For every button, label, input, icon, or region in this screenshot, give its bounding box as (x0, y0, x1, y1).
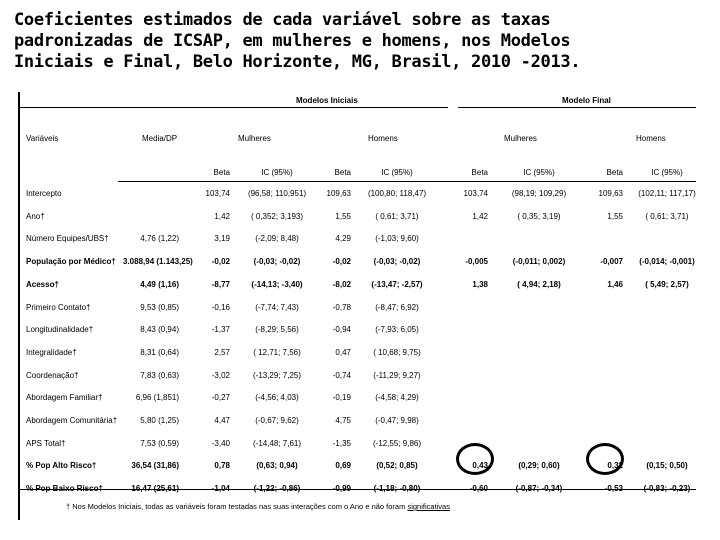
row-beta-h-initial: 1,55 (335, 211, 351, 221)
row-label: Ano† (26, 211, 45, 221)
row-beta-h-initial: 0,69 (335, 461, 351, 471)
row-label: População por Médico† (26, 257, 116, 267)
header-ic-m-final: IC (95%) (523, 168, 555, 177)
row-ic-m-initial: (-7,74; 7,43) (255, 302, 299, 312)
row-ic-m-initial: (-14,48; 7,61) (252, 438, 302, 448)
row-beta-h-initial: -0,74 (332, 370, 351, 380)
row-label: Abordagem Comunitária† (26, 416, 118, 425)
row-label: Integralidade† (26, 347, 77, 357)
row-ic-m-final: (98,19; 109,29) (511, 189, 567, 198)
row-beta-m-final: 1,38 (472, 279, 488, 289)
row-ic-h-final: ( 0,61; 3,71) (645, 211, 689, 221)
table-footnote (66, 502, 450, 511)
header-ic-m-initial: IC (95%) (261, 168, 293, 177)
row-media: 6,96 (1,851) (135, 393, 179, 403)
row-beta-m-initial: -0,02 (211, 257, 230, 267)
row-ic-m-initial: (-8,29; 5,56) (255, 325, 299, 335)
header-rule-final (458, 107, 696, 108)
header-modelos-iniciais: Modelos Iniciais (296, 96, 358, 105)
row-ic-m-initial: (-0,03; -0,02) (253, 257, 301, 267)
row-ic-m-initial: (-13,29; 7,25) (252, 370, 302, 380)
row-ic-h-initial: (-13,47; -2,57) (371, 279, 423, 289)
row-ic-m-initial: (-14,13; -3,40) (251, 279, 303, 289)
header-ic-h-initial: IC (95%) (381, 168, 413, 177)
row-ic-h-initial: (-7,93; 6,05) (375, 325, 419, 335)
row-label: APS Total† (26, 438, 66, 448)
row-beta-h-final: 109,63 (598, 189, 623, 198)
row-beta-m-initial: 4,47 (214, 416, 230, 425)
row-ic-m-initial: ( 0,352; 3,193) (250, 211, 304, 221)
row-beta-h-final: 1,55 (607, 211, 623, 221)
title-line-3: Iniciais e Final, Belo Horizonte, MG, Brasil, 2010 -2013. (14, 52, 581, 72)
row-ic-h-initial: (-4,58; 4,29) (375, 393, 419, 403)
highlight-circle-men (586, 443, 624, 475)
header-mulheres-final: Mulheres (504, 134, 537, 143)
row-beta-m-initial: -0,27 (211, 393, 230, 403)
row-media: 36,54 (31,86) (131, 461, 179, 471)
row-beta-h-final: -0,007 (600, 257, 623, 267)
row-ic-h-final: ( 5,49; 2,57) (645, 279, 689, 289)
row-ic-m-initial: (-0,67; 9,62) (255, 416, 299, 425)
row-media: 4,76 (1,22) (140, 234, 179, 244)
row-beta-h-initial: -0,94 (332, 325, 351, 335)
row-ic-h-initial: ( 0,61; 3,71) (375, 211, 419, 221)
row-ic-h-final: (102,11; 117,17) (638, 189, 696, 198)
row-beta-m-final: 103,74 (463, 189, 488, 198)
row-beta-h-initial: 4,75 (335, 416, 351, 425)
title-line-2: padronizadas de ICSAP, em mulheres e homens, nos Modelos (14, 31, 571, 51)
coefficients-table (18, 92, 696, 520)
header-mulheres-initial: Mulheres (238, 134, 271, 143)
row-beta-m-initial: 3,19 (214, 234, 230, 244)
row-ic-h-final: (0,15; 0,50) (646, 461, 688, 471)
row-beta-m-initial: -1,37 (211, 325, 230, 335)
footnote-underlined: significativas (407, 502, 450, 511)
row-ic-m-initial: (0,63; 0,94) (256, 461, 298, 471)
row-media: 9,53 (0,85) (140, 302, 179, 312)
row-beta-m-initial: 0,78 (214, 461, 230, 471)
header-homens-initial: Homens (368, 134, 398, 143)
row-beta-m-initial: -0,16 (211, 302, 230, 312)
row-beta-h-final: 0,32 (607, 461, 623, 471)
row-label: Abordagem Familiar† (26, 393, 103, 403)
row-ic-m-initial: (96,58; 110,951) (247, 189, 307, 198)
row-beta-m-final: 0,43 (472, 461, 488, 471)
title-line-1: Coeficientes estimados de cada variável sobre as taxas (14, 10, 551, 30)
header-modelo-final: Modelo Final (562, 96, 611, 105)
row-ic-m-initial: ( 12,71; 7,56) (253, 347, 301, 357)
row-ic-h-initial: (-12,55; 9,86) (372, 438, 422, 448)
row-ic-m-final: ( 4,94; 2,18) (517, 279, 561, 289)
row-label: Acesso† (26, 279, 59, 289)
row-beta-m-initial: 1,42 (214, 211, 230, 221)
row-ic-m-initial: (-2,09; 8,48) (255, 234, 299, 244)
row-beta-m-initial: 2,57 (214, 347, 230, 357)
header-beta-m-initial: Beta (213, 168, 230, 177)
row-media: 5,80 (1,25) (140, 416, 179, 425)
table-left-border (18, 92, 20, 520)
row-ic-h-initial: (-8,47; 6,92) (375, 302, 419, 312)
row-beta-m-initial: -3,40 (211, 438, 230, 448)
row-beta-h-initial: 109,63 (326, 189, 351, 198)
row-ic-h-final: (-0,014; -0,001) (639, 257, 695, 267)
row-ic-m-final: (-0,011; 0,002) (512, 257, 566, 267)
row-media: 8,31 (0,64) (140, 347, 179, 357)
header-rule-bottom (118, 181, 696, 182)
row-ic-h-initial: (-0,47; 9,98) (375, 416, 419, 425)
row-ic-h-initial: (-1,03; 9,60) (375, 234, 419, 244)
row-beta-h-initial: -1,35 (332, 438, 351, 448)
row-media: 8,43 (0,94) (140, 325, 179, 335)
row-media: 3.088,94 (1.143,25) (123, 257, 193, 267)
row-label: Primeiro Contato† (26, 302, 91, 312)
row-beta-m-final: 1,42 (472, 211, 488, 221)
header-media: Media/DP (142, 134, 178, 143)
row-beta-m-initial: -3,02 (211, 370, 230, 380)
row-media: 7,83 (0,63) (140, 370, 179, 380)
footnote-text: † Nos Modelos Iniciais, todas as variáveis foram testadas nas suas interações com o Ano e não foram (66, 502, 408, 511)
row-beta-h-initial: -0,19 (332, 393, 351, 403)
header-ic-h-final: IC (95%) (651, 168, 683, 177)
row-ic-h-initial: (0,52; 0,85) (376, 461, 418, 471)
header-beta-h-final: Beta (606, 168, 623, 177)
row-beta-m-initial: 103,74 (205, 189, 230, 198)
header-rule-initial (18, 107, 448, 108)
header-beta-h-initial: Beta (334, 168, 351, 177)
row-beta-m-initial: -8,77 (211, 279, 230, 289)
header-variaveis: Variáveis (26, 134, 59, 143)
row-ic-h-initial: (-0,03; -0,02) (373, 257, 421, 267)
row-media: 4,49 (1,16) (140, 279, 179, 289)
header-beta-m-final: Beta (471, 168, 488, 177)
table-bottom-rule (18, 489, 696, 490)
row-beta-h-initial: 4,29 (335, 234, 351, 244)
row-ic-m-final: (0,29; 0,60) (518, 461, 560, 471)
row-label: Longitudinalidade† (26, 325, 94, 335)
highlight-circle-women (456, 443, 494, 475)
row-ic-m-final: ( 0,35; 3,19) (517, 211, 561, 221)
row-media: 7,53 (0,59) (140, 438, 179, 448)
row-label: Coordenação† (26, 370, 79, 380)
row-beta-h-initial: 0,47 (335, 347, 351, 357)
row-ic-m-initial: (-4,56; 4,03) (255, 393, 299, 403)
row-label: Número Equipes/UBS† (26, 234, 109, 244)
row-ic-h-initial: (-11,29; 9,27) (373, 370, 421, 380)
row-ic-h-initial: ( 10,68; 9,75) (373, 347, 421, 357)
slide-title (14, 10, 714, 73)
row-ic-h-initial: (100,80; 118,47) (367, 189, 427, 198)
row-beta-h-initial: -0,02 (332, 257, 351, 267)
row-label: Intercepto (26, 189, 62, 198)
row-beta-h-final: 1,46 (607, 279, 623, 289)
row-beta-h-initial: -0,78 (332, 302, 351, 312)
row-label: % Pop Alto Risco† (26, 461, 97, 471)
header-homens-final: Homens (636, 134, 666, 143)
row-beta-h-initial: -8,02 (332, 279, 351, 289)
row-beta-m-final: -0,005 (465, 257, 488, 267)
